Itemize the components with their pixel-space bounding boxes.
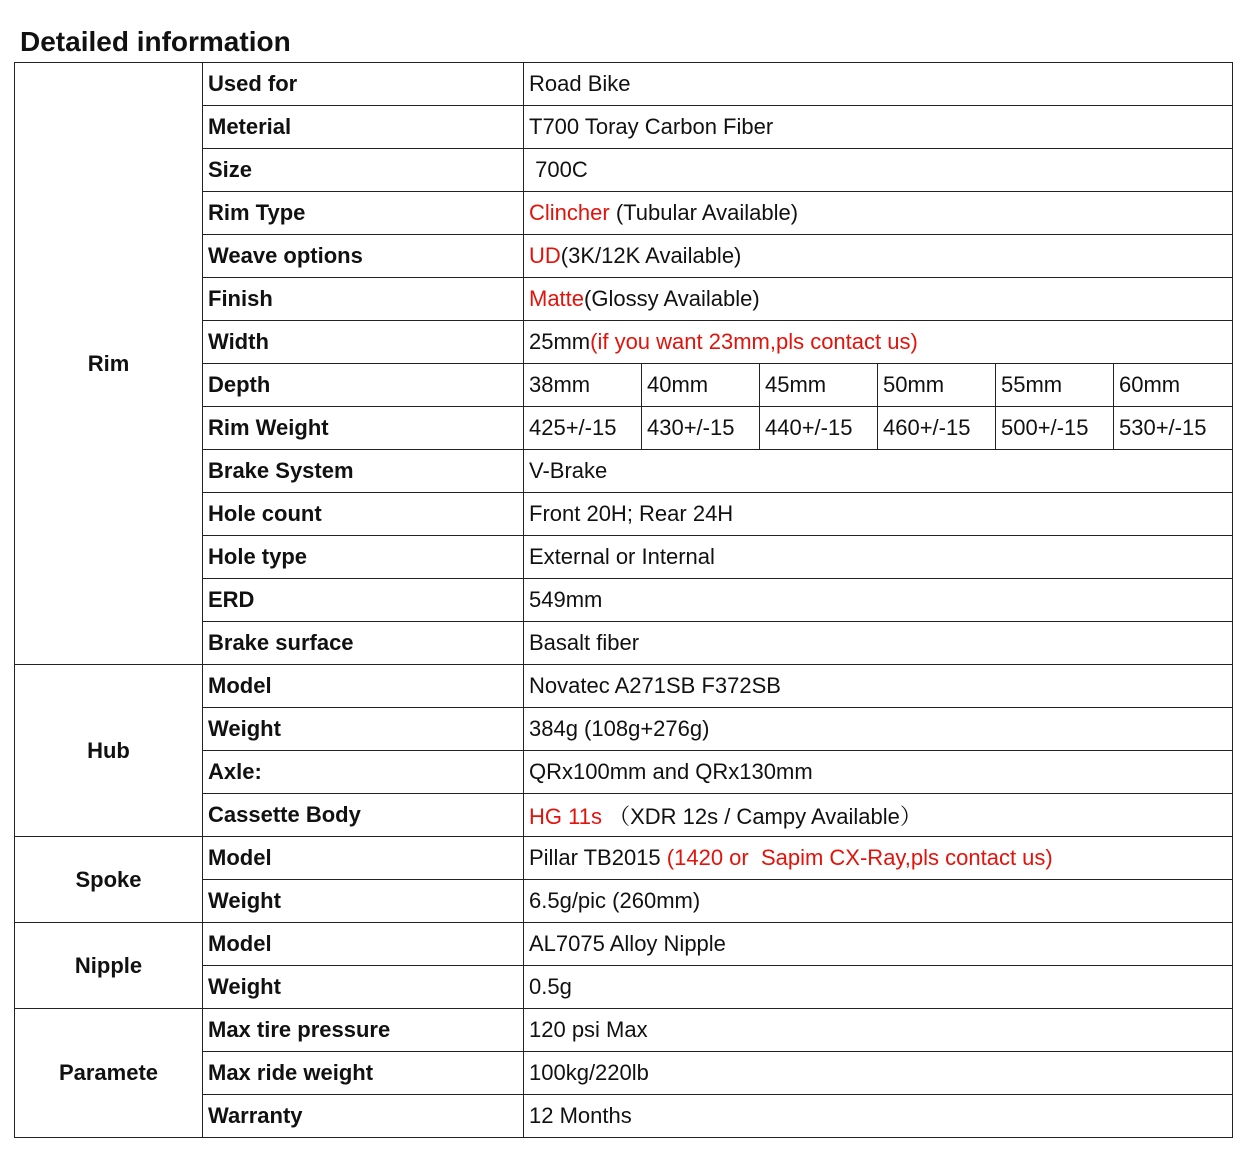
row-label: Hole type [203,536,524,579]
rim-weight-cell: 430+/-15 [642,407,760,450]
row-label: Width [203,321,524,364]
row-value: 100kg/220lb [524,1052,1233,1095]
group-parameter: Paramete [15,1009,203,1138]
highlight-text: (1420 or Sapim CX-Ray,pls contact us) [666,845,1053,870]
highlight-text: (if you want 23mm,pls contact us) [590,329,918,354]
row-label: Weight [203,966,524,1009]
highlight-text: UD [529,243,561,268]
row-label: Cassette Body [203,794,524,837]
group-nipple: Nipple [15,923,203,1009]
row-label: Brake surface [203,622,524,665]
row-value [524,149,1233,192]
row-value: T700 Toray Carbon Fiber [524,106,1233,149]
row-value: 384g (108g+276g) [524,708,1233,751]
highlight-text: HG 11s [529,803,602,829]
depth-cell: 45mm [760,364,878,407]
row-value [524,321,1233,364]
highlight-text: Clincher [529,200,610,225]
row-label: Max tire pressure [203,1009,524,1052]
row-value: Road Bike [524,63,1233,106]
row-value [524,837,1233,880]
row-label: Model [203,923,524,966]
depth-cell: 40mm [642,364,760,407]
row-label: Rim Type [203,192,524,235]
row-value [524,278,1233,321]
group-hub: Hub [15,665,203,837]
page-title: Detailed information [20,26,291,57]
depth-cell: 55mm [996,364,1114,407]
row-value [524,794,1233,837]
row-value: 6.5g/pic (260mm) [524,880,1233,923]
rim-weight-cell: 530+/-15 [1114,407,1233,450]
value-text: 25mm [529,329,591,354]
highlight-text: Matte [529,286,585,311]
row-label: Brake System [203,450,524,493]
row-label: Meterial [203,106,524,149]
row-label: Hole count [203,493,524,536]
rim-weight-cell: 460+/-15 [878,407,996,450]
row-label: Weight [203,708,524,751]
row-value: 12 Months [524,1095,1233,1138]
row-label: Depth [203,364,524,407]
size-value: 700C [529,157,588,182]
value-text: （XDR 12s / Campy Available） [601,803,922,829]
row-label: ERD [203,579,524,622]
row-value: External or Internal [524,536,1233,579]
row-label: Model [203,837,524,880]
rim-weight-cell: 425+/-15 [524,407,642,450]
row-label: Model [203,665,524,708]
row-label: Max ride weight [203,1052,524,1095]
depth-cell: 50mm [878,364,996,407]
row-value [524,192,1233,235]
table-row [15,63,1233,106]
table-row [15,923,1233,966]
row-value [524,235,1233,278]
row-label: Rim Weight [203,407,524,450]
value-text: (Tubular Available) [609,200,799,225]
depth-cell: 38mm [524,364,642,407]
row-label: Finish [203,278,524,321]
value-text: (Glossy Available) [584,286,760,311]
row-value: Basalt fiber [524,622,1233,665]
rim-weight-cell: 440+/-15 [760,407,878,450]
row-value: Front 20H; Rear 24H [524,493,1233,536]
row-label: Used for [203,63,524,106]
row-label: Warranty [203,1095,524,1138]
row-label: Axle: [203,751,524,794]
table-row [15,837,1233,880]
row-label: Weave options [203,235,524,278]
rim-weight-cell: 500+/-15 [996,407,1114,450]
group-rim: Rim [15,63,203,665]
row-value: 549mm [524,579,1233,622]
table-row [15,665,1233,708]
row-value: 120 psi Max [524,1009,1233,1052]
row-value: QRx100mm and QRx130mm [524,751,1233,794]
value-text: (3K/12K Available) [560,243,742,268]
table-row [15,1009,1233,1052]
group-spoke: Spoke [15,837,203,923]
row-value: 0.5g [524,966,1233,1009]
value-text: Pillar TB2015 [529,845,667,870]
depth-cell: 60mm [1114,364,1233,407]
row-label: Weight [203,880,524,923]
row-value: AL7075 Alloy Nipple [524,923,1233,966]
row-label: Size [203,149,524,192]
row-value: Novatec A271SB F372SB [524,665,1233,708]
row-value: V-Brake [524,450,1233,493]
spec-table [14,62,1233,1138]
